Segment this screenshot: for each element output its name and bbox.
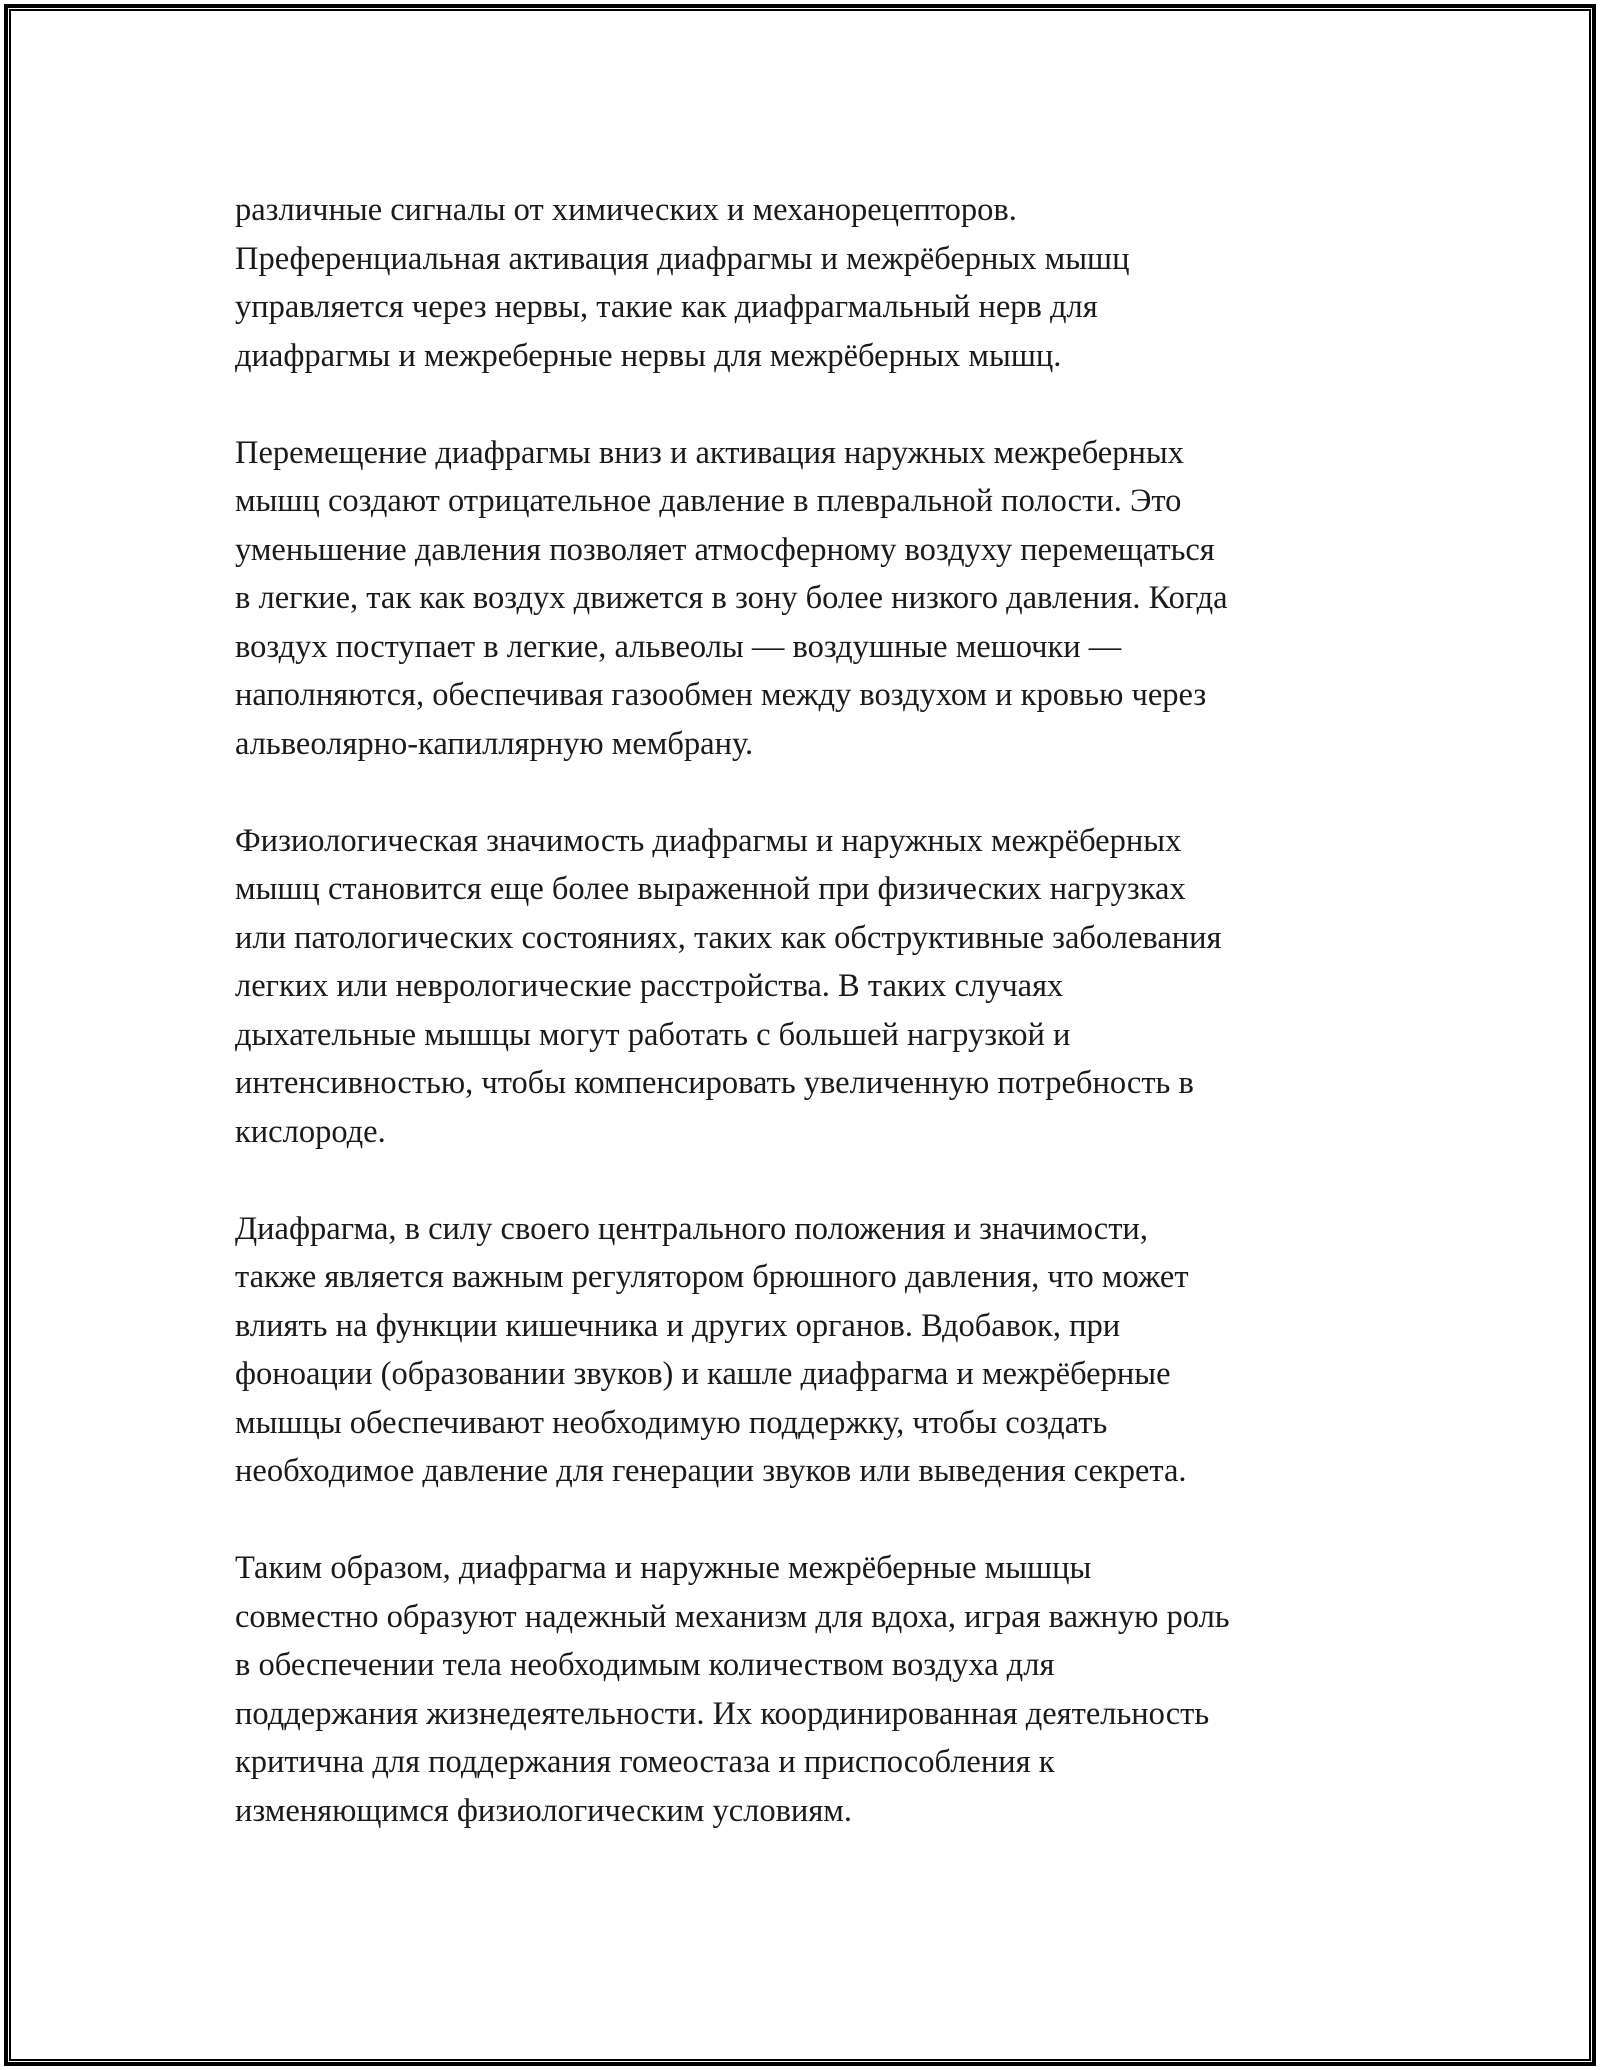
text-line: также является важным регулятором брюшного давления, что может: [235, 1259, 1189, 1295]
text-line: изменяющимся физиологическим условиям.: [235, 1792, 852, 1829]
text-line: совместно образуют надежный механизм для вдоха, играя важную роль: [235, 1598, 1230, 1635]
text-line: фоноации (образовании звуков) и кашле диафрагма и межрёберные: [235, 1356, 1171, 1392]
text-line: Диафрагма, в силу своего центрального положения и значимости,: [235, 1210, 1148, 1247]
text-line: в обеспечении тела необходимым количеством воздуха для: [235, 1647, 1055, 1683]
text-line: Преференциальная активация диафрагмы и межрёберных мышц: [235, 240, 1130, 277]
text-line: воздух поступает в легкие, альвеолы — воздушные мешочки —: [235, 628, 1122, 665]
paragraph-4: [235, 1205, 1395, 1496]
text-line: интенсивностью, чтобы компенсировать увеличенную потребность в: [235, 1065, 1194, 1101]
text-line: в легкие, так как воздух движется в зону более низкого давления. Когда: [235, 580, 1228, 616]
text-line: наполняются, обеспечивая газообмен между воздухом и кровью через: [235, 677, 1207, 713]
text-line: Физиологическая значимость диафрагмы и наружных межрёберных: [235, 822, 1182, 859]
text-line: мышц создают отрицательное давление в плевральной полости. Это: [235, 483, 1182, 519]
paragraph-1: [235, 186, 1395, 380]
text-line: критична для поддержания гомеостаза и приспособления к: [235, 1744, 1055, 1780]
text-line: мышц становится еще более выраженной при физических нагрузках: [235, 871, 1186, 907]
paragraph-3: [235, 817, 1395, 1157]
text-line: уменьшение давления позволяет атмосферному воздуху перемещаться: [235, 531, 1215, 568]
text-line: кислороде.: [235, 1113, 386, 1150]
text-line: различные сигналы от химических и механорецепторов.: [235, 192, 1017, 228]
text-line: диафрагмы и межреберные нервы для межрёберных мышц.: [235, 337, 1062, 374]
text-line: Перемещение диафрагмы вниз и активация наружных межреберных: [235, 434, 1184, 471]
document-body: [235, 186, 1395, 1835]
paragraph-5: [235, 1544, 1395, 1835]
paragraph-2: [235, 429, 1395, 769]
text-line: необходимое давление для генерации звуков или выведения секрета.: [235, 1453, 1187, 1489]
text-line: или патологических состояниях, таких как обструктивные заболевания: [235, 919, 1222, 956]
text-line: мышцы обеспечивают необходимую поддержку, чтобы создать: [235, 1404, 1108, 1441]
text-line: альвеолярно-капиллярную мембрану.: [235, 725, 754, 762]
text-line: дыхательные мышцы могут работать с большей нагрузкой и: [235, 1016, 1071, 1053]
text-line: легких или неврологические расстройства. В таких случаях: [235, 968, 1064, 1004]
text-line: влиять на функции кишечника и других органов. Вдобавок, при: [235, 1307, 1121, 1344]
text-line: поддержания жизнедеятельности. Их координированная деятельность: [235, 1695, 1210, 1732]
text-line: управляется через нервы, такие как диафрагмальный нерв для: [235, 289, 1098, 325]
text-line: Таким образом, диафрагма и наружные межрёберные мышцы: [235, 1550, 1092, 1586]
